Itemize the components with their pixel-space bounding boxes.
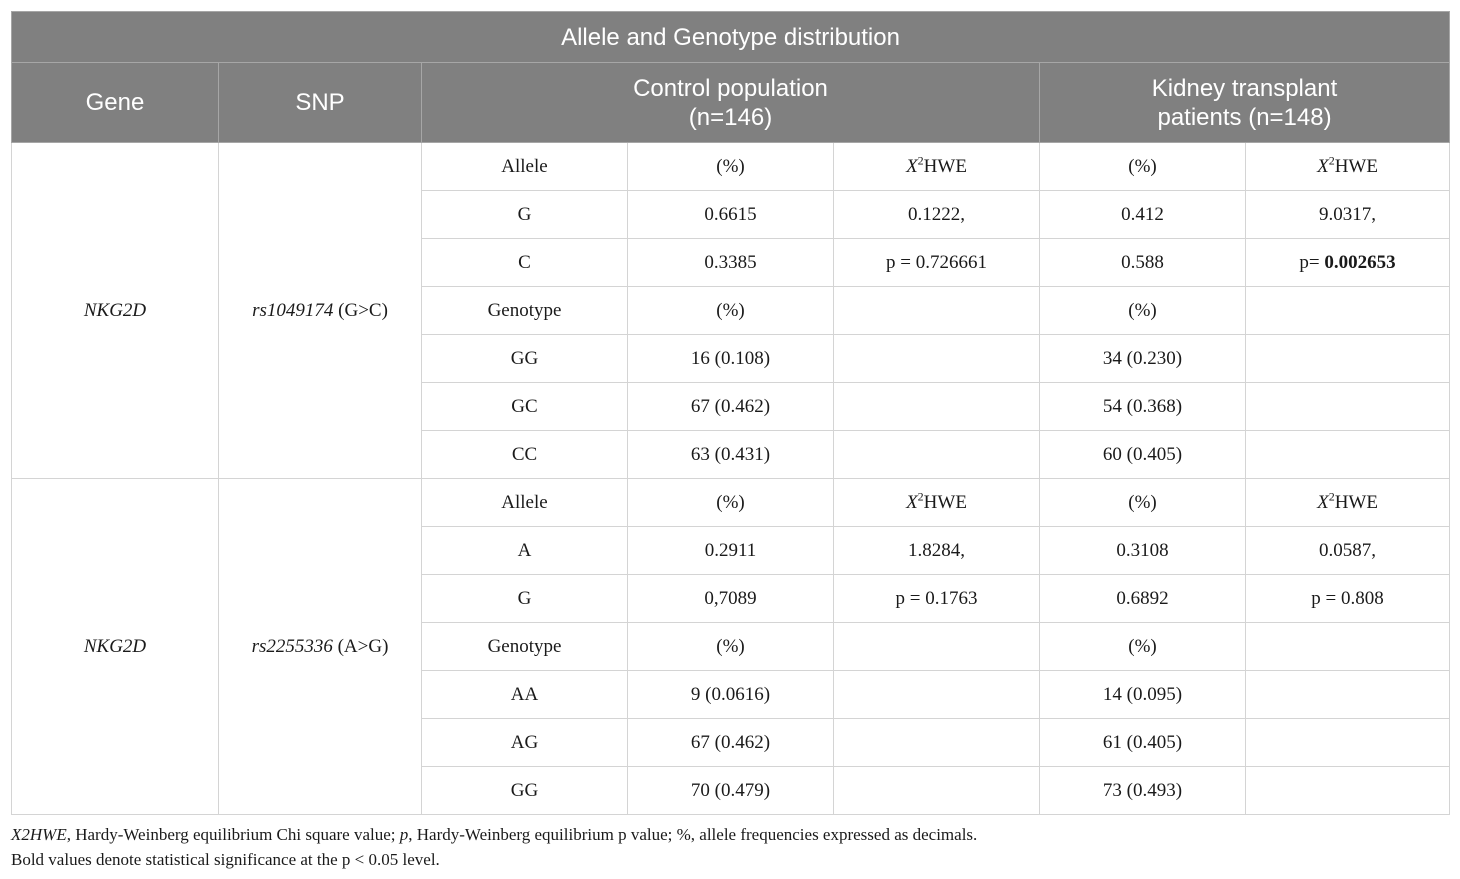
row-label: AA [422, 671, 628, 719]
control-hwe [834, 143, 1040, 191]
header-gene: Gene [12, 63, 219, 143]
kidney-hwe [1246, 479, 1450, 527]
chi-superscript: 2 [917, 153, 924, 168]
control-hwe [834, 623, 1040, 671]
kidney-hwe [1246, 623, 1450, 671]
kidney-freq: 61 (0.405) [1040, 719, 1246, 767]
control-freq: 16 (0.108) [628, 335, 834, 383]
kidney-freq: 0.412 [1040, 191, 1246, 239]
kidney-freq: 73 (0.493) [1040, 767, 1246, 815]
kidney-freq: (%) [1040, 287, 1246, 335]
control-hwe: 0.1222, [834, 191, 1040, 239]
control-freq: 0.2911 [628, 527, 834, 575]
control-freq: (%) [628, 623, 834, 671]
control-freq: (%) [628, 143, 834, 191]
chi-symbol: X [1317, 155, 1329, 177]
control-hwe: 1.8284, [834, 527, 1040, 575]
gene-cell: NKG2D [12, 479, 219, 815]
row-label: Allele [422, 479, 628, 527]
kidney-freq: (%) [1040, 143, 1246, 191]
snp-change: (A>G) [337, 635, 389, 657]
hwe-label: HWE [1334, 491, 1378, 513]
kidney-hwe: p = 0.808 [1246, 575, 1450, 623]
control-freq: 63 (0.431) [628, 431, 834, 479]
kidney-freq: 0.6892 [1040, 575, 1246, 623]
control-freq: 0.3385 [628, 239, 834, 287]
kidney-freq: (%) [1040, 623, 1246, 671]
control-freq: (%) [628, 479, 834, 527]
control-hwe [834, 671, 1040, 719]
control-hwe [834, 431, 1040, 479]
kidney-hwe [1246, 287, 1450, 335]
kidney-hwe [1246, 143, 1450, 191]
footnotes [11, 822, 1449, 872]
genotype-table [11, 11, 1450, 815]
control-freq: 70 (0.479) [628, 767, 834, 815]
kidney-freq: 54 (0.368) [1040, 383, 1246, 431]
kidney-freq: (%) [1040, 479, 1246, 527]
control-hwe [834, 335, 1040, 383]
chi-symbol: X [906, 155, 918, 177]
kidney-hwe [1246, 671, 1450, 719]
kidney-hwe [1246, 767, 1450, 815]
header-control: Control population (n=146) [422, 63, 1040, 143]
footnote-1: X2HWE, Hardy-Weinberg equilibrium Chi square value; p, Hardy-Weinberg equilibrium p value; %, allele frequencies expressed as decimals. [11, 825, 978, 844]
table-row [12, 479, 1450, 527]
kidney-freq: 34 (0.230) [1040, 335, 1246, 383]
kidney-freq: 0.3108 [1040, 527, 1246, 575]
table-container [11, 11, 1449, 815]
row-label: GG [422, 335, 628, 383]
control-hwe: p = 0.726661 [834, 239, 1040, 287]
snp-change: (G>C) [338, 299, 388, 321]
control-freq: 0.6615 [628, 191, 834, 239]
kidney-hwe [1246, 335, 1450, 383]
row-label: G [422, 191, 628, 239]
control-hwe [834, 383, 1040, 431]
kidney-hwe: 9.0317, [1246, 191, 1450, 239]
control-freq: 9 (0.0616) [628, 671, 834, 719]
row-label: G [422, 575, 628, 623]
control-hwe [834, 719, 1040, 767]
header-kidney: Kidney transplant patients (n=148) [1040, 63, 1450, 143]
kidney-freq: 14 (0.095) [1040, 671, 1246, 719]
snp-id: rs2255336 [251, 635, 333, 657]
row-label: Genotype [422, 623, 628, 671]
chi-superscript: 2 [917, 489, 924, 504]
kidney-hwe [1246, 239, 1450, 287]
control-freq: 67 (0.462) [628, 719, 834, 767]
hwe-label: HWE [923, 491, 967, 513]
row-label: Allele [422, 143, 628, 191]
row-label: GC [422, 383, 628, 431]
control-hwe [834, 287, 1040, 335]
row-label: AG [422, 719, 628, 767]
gene-cell: NKG2D [12, 143, 219, 479]
footnote-2: Bold values denote statistical significance at the p < 0.05 level. [11, 850, 440, 869]
chi-superscript: 2 [1328, 489, 1335, 504]
kidney-hwe [1246, 719, 1450, 767]
row-label: CC [422, 431, 628, 479]
row-label: GG [422, 767, 628, 815]
kidney-hwe [1246, 383, 1450, 431]
row-label: C [422, 239, 628, 287]
control-freq: 67 (0.462) [628, 383, 834, 431]
chi-superscript: 2 [1328, 153, 1335, 168]
kidney-hwe: 0.0587, [1246, 527, 1450, 575]
control-hwe: p = 0.1763 [834, 575, 1040, 623]
snp-cell [219, 143, 422, 479]
table-title: Allele and Genotype distribution [12, 12, 1450, 63]
kidney-freq: 0.588 [1040, 239, 1246, 287]
row-label: A [422, 527, 628, 575]
control-freq: (%) [628, 287, 834, 335]
chi-symbol: X [1317, 491, 1329, 513]
significant-p-value: 0.002653 [1324, 251, 1396, 273]
p-prefix: p= [1299, 251, 1325, 273]
hwe-label: HWE [1334, 155, 1378, 177]
table-body [12, 143, 1450, 815]
control-hwe [834, 767, 1040, 815]
control-hwe [834, 479, 1040, 527]
chi-symbol: X [906, 491, 918, 513]
hwe-label: HWE [923, 155, 967, 177]
snp-cell [219, 479, 422, 815]
row-label: Genotype [422, 287, 628, 335]
kidney-freq: 60 (0.405) [1040, 431, 1246, 479]
header-snp: SNP [219, 63, 422, 143]
snp-id: rs1049174 [252, 299, 334, 321]
control-freq: 0,7089 [628, 575, 834, 623]
table-row [12, 143, 1450, 191]
kidney-hwe [1246, 431, 1450, 479]
